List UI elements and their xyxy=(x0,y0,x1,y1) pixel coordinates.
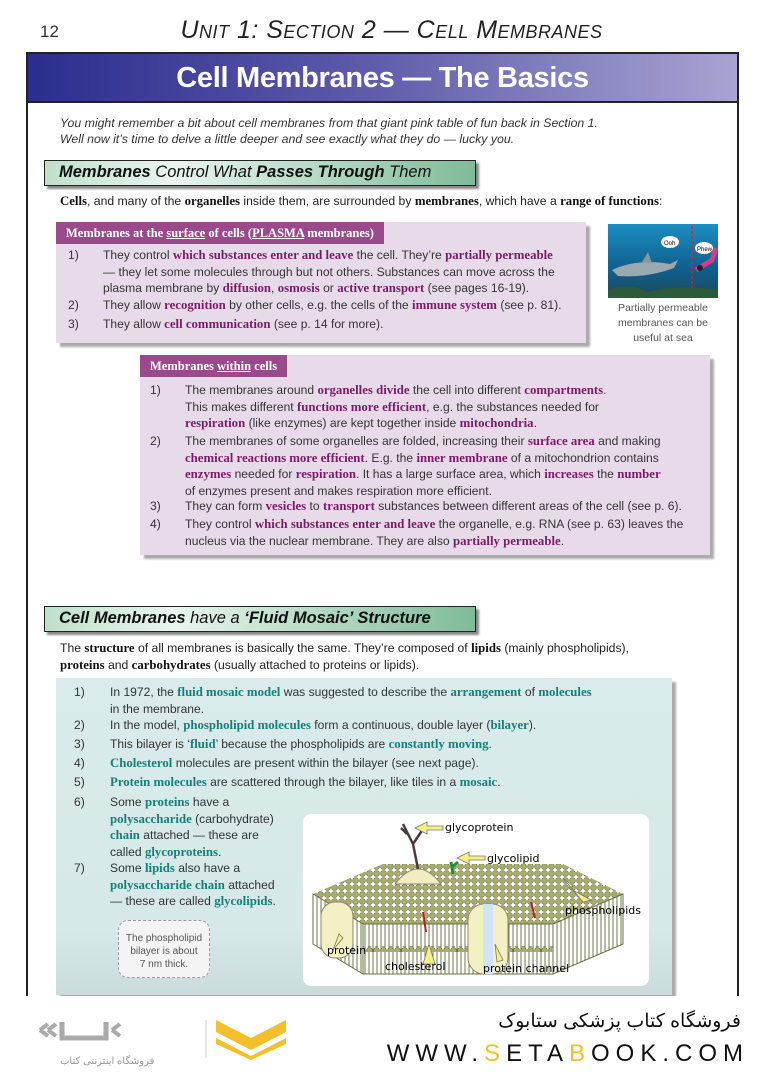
list-item xyxy=(74,755,664,772)
emphasis-text: immune system xyxy=(412,298,497,312)
emphasis-text: mosaic xyxy=(459,775,498,789)
emphasis-text: active transport xyxy=(337,281,425,295)
item-number: 3) xyxy=(68,317,79,331)
emphasis-text: range of functions xyxy=(560,194,659,208)
item-text: Some proteins have a polysaccharide (carbohydrate) chain attached — these are called glycoproteins. xyxy=(110,795,274,859)
item-text: This bilayer is ‘fluid’ because the phospholipids are constantly moving. xyxy=(110,737,492,751)
emphasis-text: inner membrane xyxy=(416,450,508,465)
item-text: The membranes of some organelles are folded, increasing their surface area and making chemical reactions more efficient. E.g. the inner membrane of a mitochondrion contains enzymes needed for respiration. It has a large surface area, which increases the number of enzymes present and makes respiration more efficient. xyxy=(185,434,661,498)
url-part: WWW. xyxy=(386,1040,485,1067)
item-number: 1) xyxy=(74,685,85,699)
emphasis-text: membranes xyxy=(414,194,479,208)
emphasis-text: increases xyxy=(544,467,594,481)
item-number: 1) xyxy=(68,248,79,262)
item-text: They control which substances enter and leave the organelle, e.g. RNA (see p. 63) leaves the nucleus via the nuclear membrane. They are also partially permeable. xyxy=(185,517,684,548)
emphasis-text: within xyxy=(217,359,252,373)
item-number: 4) xyxy=(150,517,161,531)
emphasis-text: arrangement xyxy=(450,685,522,699)
emphasis-text: Protein molecules xyxy=(110,775,207,789)
emphasis-text: partially permeable xyxy=(453,533,561,548)
item-number: 1) xyxy=(150,383,161,397)
list-item xyxy=(150,516,710,549)
emphasis-text: bilayer xyxy=(490,718,529,732)
label-glycoprotein: glycoprotein xyxy=(445,821,514,834)
store-url[interactable] xyxy=(387,1040,749,1068)
fluid-mosaic-diagram xyxy=(303,814,649,986)
item-number: 3) xyxy=(150,499,161,513)
page-title: Cell Membranes — The Basics xyxy=(28,54,737,103)
emphasis-text: proteins xyxy=(60,658,105,672)
list-item xyxy=(74,774,664,791)
list-item xyxy=(150,382,710,432)
emphasis-text: structure xyxy=(84,641,135,655)
membranes-within-cells-box xyxy=(140,355,710,555)
emphasis-text: polysaccharide chain xyxy=(110,877,225,892)
url-part: B xyxy=(568,1040,591,1067)
emphasis-text: Passes Through xyxy=(256,163,385,181)
section1-lead: Cells, and many of the organelles inside them, are surrounded by membranes, which have a range of functions: xyxy=(60,194,663,208)
within-box-tab: Membranes within cells xyxy=(140,355,287,377)
emphasis-text: chain xyxy=(110,828,140,842)
list-item xyxy=(74,794,304,860)
item-text: They control which substances enter and leave the cell. They’re partially permeable — they let some molecules through but not others. Substances can move across the plasma membrane by diffusion, osmosis or active transport (see pages 16-19). xyxy=(103,248,555,295)
item-number: 3) xyxy=(74,737,85,751)
emphasis-text: polysaccharide xyxy=(110,811,192,826)
list-item xyxy=(74,717,664,734)
speech-bubble-text: Phew xyxy=(697,247,713,253)
list-item xyxy=(68,247,583,297)
emphasis-text: mitochondria xyxy=(459,416,534,430)
emphasis-text: molecules xyxy=(538,685,592,699)
emphasis-text: constantly moving xyxy=(388,737,489,751)
emphasis-text: number xyxy=(617,467,661,481)
plasma-box-tab: Membranes at the surface of cells (PLASMA membranes) xyxy=(56,222,384,244)
emphasis-text: ‘Fluid Mosaic’ Structure xyxy=(244,609,431,627)
emphasis-text: lipids xyxy=(471,641,501,655)
shark-diver-photo xyxy=(608,224,718,298)
label-glycolipid: glycolipid xyxy=(487,852,540,865)
thickness-note: The phospholipid bilayer is about 7 nm thick. xyxy=(118,920,210,978)
emphasis-text: which substances enter and leave xyxy=(172,248,354,262)
plasma-membranes-box xyxy=(56,222,586,343)
emphasis-text: carbohydrates xyxy=(131,658,211,672)
item-text: The membranes around organelles divide the cell into different compartments. This makes different functions more efficient, e.g. the substances needed for respiration (like enzymes) are kept together inside mitochondria. xyxy=(185,383,607,430)
emphasis-text: surface xyxy=(166,226,206,240)
setabook-logo xyxy=(36,1014,296,1060)
section2-lead: The structure of all membranes is basically the same. They’re composed of lipids (mainly phospholipids), proteins and carbohydrates (usually attached to proteins or lipids). xyxy=(60,641,629,672)
emphasis-text: which substances enter and leave xyxy=(254,517,436,531)
url-part: ETA xyxy=(506,1040,569,1067)
emphasis-text: functions more efficient xyxy=(297,399,427,414)
list-item xyxy=(68,316,583,333)
emphasis-text: Cholesterol xyxy=(110,756,173,770)
label-cholesterol: cholesterol xyxy=(385,960,446,973)
emphasis-text: fluid mosaic model xyxy=(177,685,281,699)
emphasis-text: respiration xyxy=(295,467,356,481)
emphasis-text: osmosis xyxy=(277,281,320,295)
item-text: Some lipids also have a polysaccharide chain attached — these are called glycolipids. xyxy=(110,861,276,908)
photo-caption: Partially permeable membranes can be useful at sea xyxy=(618,302,708,344)
emphasis-text: lipids xyxy=(144,861,175,875)
item-number: 7) xyxy=(74,861,85,875)
emphasis-text: cell communication xyxy=(164,317,271,331)
section-heading-membranes-control: Membranes Control What Passes Through Them xyxy=(44,160,476,186)
intro-text: You might remember a bit about cell membranes from that giant pink table of fun back in Section 1. Well now it’s time to delve a little deeper and see exactly what they do — lucky you. xyxy=(60,116,598,146)
emphasis-text: respiration xyxy=(185,416,246,430)
url-part: S xyxy=(484,1040,507,1067)
page-number: 12 xyxy=(40,22,59,41)
speech-bubble-text: Ooh xyxy=(664,241,676,247)
item-text: Cholesterol molecules are present within the bilayer (see next page). xyxy=(110,756,479,770)
emphasis-text: enzymes xyxy=(185,467,232,481)
logo-subtitle: فروشگاه اینترنتی کتاب xyxy=(60,1056,155,1067)
section-heading-fluid-mosaic: Cell Membranes have a ‘Fluid Mosaic’ Structure xyxy=(44,606,476,632)
list-item xyxy=(74,684,664,717)
shark-illustration xyxy=(608,224,718,298)
emphasis-text: phospholipid molecules xyxy=(183,718,311,732)
label-phospholipids: phospholipids xyxy=(565,904,641,917)
emphasis-text: fluid xyxy=(189,737,216,751)
emphasis-text: Cell Membranes xyxy=(59,609,186,627)
emphasis-text: Cells xyxy=(60,194,88,208)
emphasis-text: glycoproteins xyxy=(144,844,218,859)
url-part: OOK.COM xyxy=(590,1040,749,1067)
item-number: 4) xyxy=(74,756,85,770)
item-number: 5) xyxy=(74,775,85,789)
footer-banner xyxy=(0,996,763,1080)
emphasis-text: organelles divide xyxy=(317,383,410,397)
emphasis-text: proteins xyxy=(144,795,190,809)
item-number: 2) xyxy=(74,718,85,732)
emphasis-text: compartments xyxy=(524,383,604,397)
list-item xyxy=(74,736,664,753)
item-text: Protein molecules are scattered through the bilayer, like tiles in a mosaic. xyxy=(110,775,501,789)
emphasis-text: Membranes xyxy=(59,163,151,181)
item-number: 2) xyxy=(68,298,79,312)
item-text: In 1972, the fluid mosaic model was suggested to describe the arrangement of molecules in the membrane. xyxy=(110,685,592,716)
store-name: فروشگاه کتاب پزشکی ستابوک xyxy=(498,1011,741,1032)
emphasis-text: surface area xyxy=(527,434,595,448)
item-number: 6) xyxy=(74,795,85,809)
list-item xyxy=(150,433,710,499)
emphasis-text: glycolipids xyxy=(214,894,273,908)
item-number: 2) xyxy=(150,434,161,448)
emphasis-text: vesicles xyxy=(265,499,307,513)
list-item xyxy=(150,498,710,515)
emphasis-text: partially permeable xyxy=(445,248,553,262)
item-text: They allow cell communication (see p. 14 for more). xyxy=(103,317,384,331)
list-item xyxy=(74,860,304,910)
item-text: They allow recognition by other cells, e.g. the cells of the immune system (see p. 81). xyxy=(103,298,562,312)
membrane-diagram-svg xyxy=(303,814,649,986)
emphasis-text: organelles xyxy=(184,194,241,208)
emphasis-text: PLASMA xyxy=(252,226,305,240)
label-protein-channel: protein channel xyxy=(483,962,570,975)
emphasis-text: recognition xyxy=(164,298,226,312)
item-text: They can form vesicles to transport substances between different areas of the cell (see p. 6). xyxy=(185,499,682,513)
item-text: In the model, phospholipid molecules form a continuous, double layer (bilayer). xyxy=(110,718,537,732)
emphasis-text: diffusion xyxy=(222,281,272,295)
label-protein: protein xyxy=(327,944,367,957)
list-item xyxy=(68,297,583,314)
emphasis-text: transport xyxy=(322,499,375,513)
unit-title: Unit 1: Section 2 — Cell Membranes xyxy=(180,16,603,44)
emphasis-text: chemical reactions more efficient xyxy=(185,450,365,465)
